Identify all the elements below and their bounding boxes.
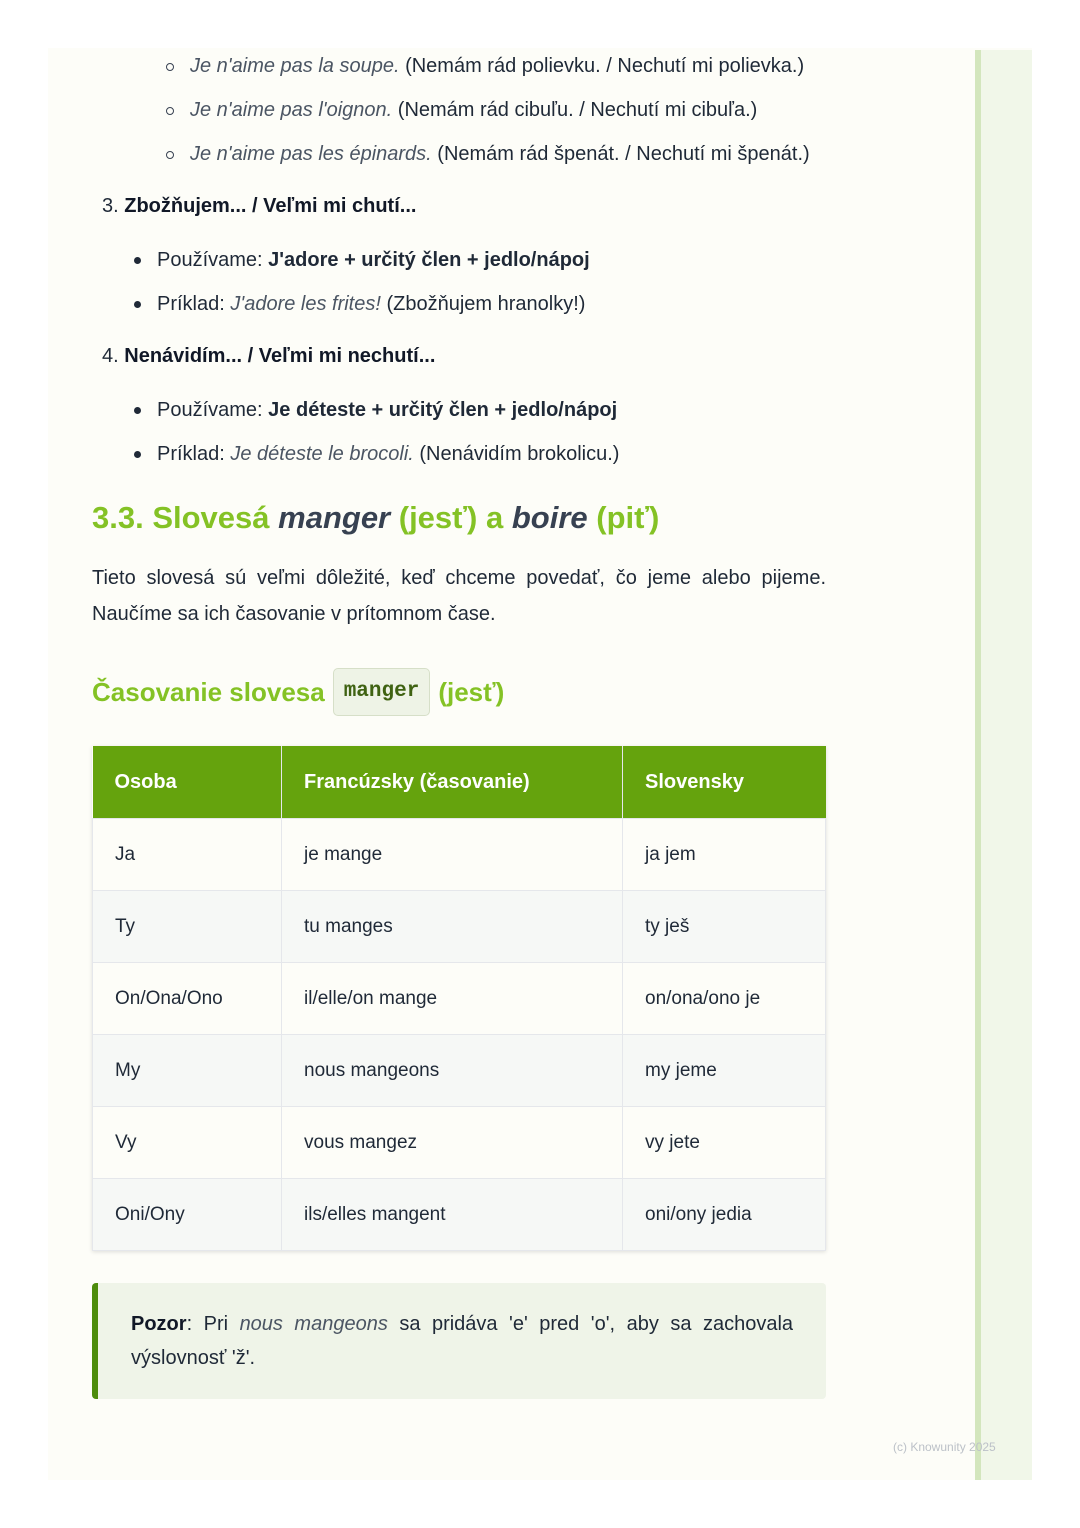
heading-text: (jesť) a bbox=[398, 500, 504, 535]
table-cell: On/Ona/Ono bbox=[93, 963, 282, 1035]
table-cell: my jeme bbox=[623, 1035, 826, 1107]
table-row bbox=[93, 1035, 826, 1107]
section-heading bbox=[92, 498, 826, 538]
usage-formula: J'adore + určitý člen + jedlo/nápoj bbox=[268, 249, 590, 271]
slovak-translation: (Nemám rád cibuľu. / Nechutí mi cibuľa.) bbox=[397, 99, 758, 121]
example-label: Príklad: bbox=[157, 443, 225, 465]
table-cell: nous mangeons bbox=[282, 1035, 623, 1107]
table-cell: Ty bbox=[93, 891, 282, 963]
table-cell: ty ješ bbox=[623, 891, 826, 963]
code-verb: manger bbox=[333, 668, 431, 716]
section-paragraph: Tieto slovesá sú veľmi dôležité, keď chceme povedať, čo jeme alebo pijeme. Naučíme sa ich časovanie v prítomnom čase. bbox=[92, 567, 826, 625]
item-number: 3. bbox=[102, 195, 119, 217]
table-cell: vy jete bbox=[623, 1107, 826, 1179]
item-number: 4. bbox=[102, 345, 119, 367]
list-item bbox=[190, 50, 826, 82]
slovak-translation: (Nenávidím brokolicu.) bbox=[419, 443, 620, 465]
table-cell: My bbox=[93, 1035, 282, 1107]
copyright-notice: (c) Knowunity 2025 bbox=[893, 1440, 996, 1454]
table-cell: Ja bbox=[93, 819, 282, 891]
french-example: Je n'aime pas l'oignon. bbox=[190, 99, 393, 121]
table-cell: Oni/Ony bbox=[93, 1179, 282, 1251]
note-emphasis: nous mangeons bbox=[239, 1313, 388, 1335]
numbered-item-3 bbox=[102, 190, 826, 222]
list-item bbox=[190, 138, 826, 170]
list-item bbox=[157, 438, 826, 470]
column-header-slovak: Slovensky bbox=[623, 746, 826, 819]
french-example: Je déteste le brocoli. bbox=[230, 443, 414, 465]
note-text: : Pri bbox=[186, 1313, 229, 1335]
table-header-row bbox=[93, 746, 826, 819]
side-decoration bbox=[975, 50, 1032, 1480]
heading-verb-boire: boire bbox=[511, 500, 588, 535]
item-title: Nenávidím... / Veľmi mi nechutí... bbox=[124, 345, 436, 367]
list-item bbox=[190, 94, 826, 126]
dislike-examples-list bbox=[92, 50, 826, 170]
warning-note bbox=[92, 1283, 826, 1399]
table-cell: ja jem bbox=[623, 819, 826, 891]
heading-text: Časovanie slovesa bbox=[92, 677, 325, 707]
table-cell: on/ona/ono je bbox=[623, 963, 826, 1035]
usage-label: Používame: bbox=[157, 249, 263, 271]
column-header-french: Francúzsky (časovanie) bbox=[282, 746, 623, 819]
french-example: Je n'aime pas la soupe. bbox=[190, 55, 400, 77]
side-decoration-line bbox=[975, 50, 981, 1480]
table-cell: Vy bbox=[93, 1107, 282, 1179]
example-label: Príklad: bbox=[157, 293, 225, 315]
note-text: sa pridáva 'e' pred 'o', aby sa zachovala výslovnosť 'ž'. bbox=[131, 1313, 794, 1369]
table-cell: vous mangez bbox=[282, 1107, 623, 1179]
table-row bbox=[93, 891, 826, 963]
heading-verb-manger: manger bbox=[278, 500, 391, 535]
table-row bbox=[93, 1107, 826, 1179]
french-example: Je n'aime pas les épinards. bbox=[190, 143, 432, 165]
french-example: J'adore les frites! bbox=[230, 293, 381, 315]
table-row bbox=[93, 1179, 826, 1251]
numbered-item-4 bbox=[102, 340, 826, 372]
item-3-bullets bbox=[92, 244, 826, 320]
note-label: Pozor bbox=[131, 1313, 187, 1335]
list-item bbox=[157, 394, 826, 426]
conjugation-table bbox=[92, 746, 826, 1251]
slovak-translation: (Nemám rád špenát. / Nechutí mi špenát.) bbox=[437, 143, 810, 165]
list-item bbox=[157, 288, 826, 320]
heading-text: 3.3. Slovesá bbox=[92, 500, 270, 535]
document-content bbox=[92, 50, 826, 1399]
table-cell: je mange bbox=[282, 819, 623, 891]
table-cell: oni/ony jedia bbox=[623, 1179, 826, 1251]
slovak-translation: (Zbožňujem hranolky!) bbox=[386, 293, 586, 315]
usage-formula: Je déteste + určitý člen + jedlo/nápoj bbox=[268, 399, 618, 421]
list-item bbox=[157, 244, 826, 276]
table-cell: ils/elles mangent bbox=[282, 1179, 623, 1251]
heading-text: (jesť) bbox=[438, 677, 505, 707]
subsection-heading bbox=[92, 668, 826, 716]
item-4-bullets bbox=[92, 394, 826, 470]
column-header-person: Osoba bbox=[93, 746, 282, 819]
heading-text: (piť) bbox=[596, 500, 660, 535]
item-title: Zbožňujem... / Veľmi mi chutí... bbox=[124, 195, 417, 217]
table-cell: tu manges bbox=[282, 891, 623, 963]
table-cell: il/elle/on mange bbox=[282, 963, 623, 1035]
table-row bbox=[93, 819, 826, 891]
table-row bbox=[93, 963, 826, 1035]
slovak-translation: (Nemám rád polievku. / Nechutí mi polievka.) bbox=[405, 55, 805, 77]
usage-label: Používame: bbox=[157, 399, 263, 421]
